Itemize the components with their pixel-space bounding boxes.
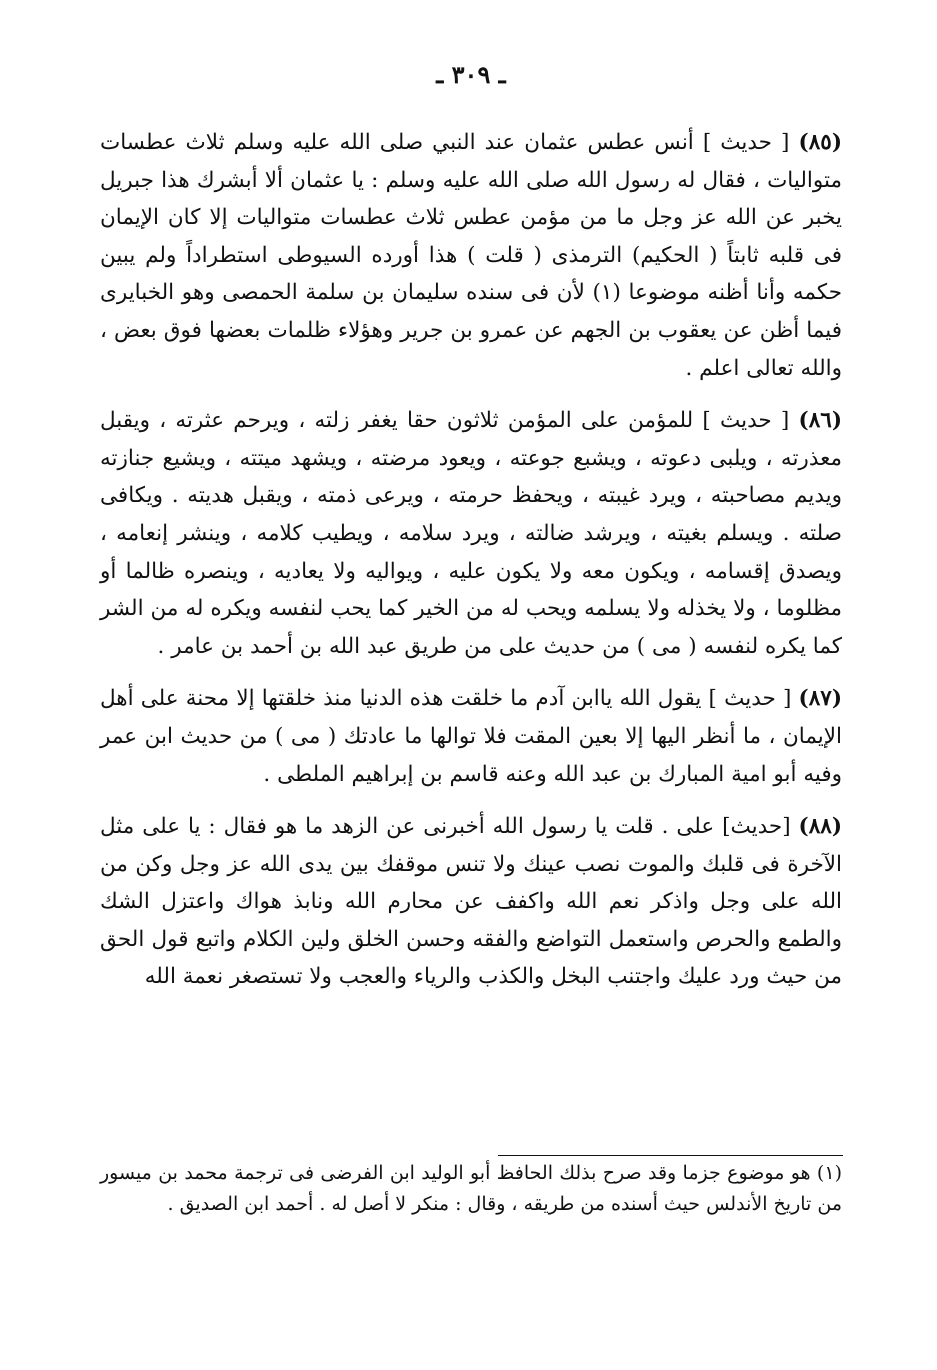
hadith-text: [ حديث ] يقول الله ياابن آدم ما خلقت هذه الدنيا منذ خلقتها إلا محنة على أهل الإيمان ، ما أنظر اليها إلا بعين المقت فلا توالها ما عادتك ( مى ) من حديث ابن عمر وفيه أبو امية المبارك بن عبد الله وعنه قاسم بن إبراهيم الملطى .: [100, 686, 842, 787]
hadith-text: [ حديث ] أنس عطس عثمان عند النبي صلى الله عليه وسلم ثلاث عطسات متواليات ، فقال له رسول الله صلى الله عليه وسلم : يا عثمان ألا أبشرك هذا جبريل يخبر عن الله عز وجل ما من مؤمن عطس ثلاث عطسات متواليات إلا كان الإيمان فى قلبه ثابتاً ( الحكيم) الترمذى ( قلت ) هذا أورده السيوطى استطراداً ولم يبين حكمه وأنا أظنه موضوعا (١) لأن فى سنده سليمان بن سلمة الحمصى وهو الخبايرى فيما أظن عن يعقوب بن الجهم عن عمرو بن جرير وهؤلاء ظلمات بعضها فوق بعض ، والله تعالى اعلم .: [100, 130, 842, 381]
hadith-paragraph-88: [100, 808, 842, 996]
footnote-divider: [498, 1155, 843, 1156]
page-body: [100, 58, 842, 1011]
hadith-paragraph-87: [100, 680, 842, 793]
page-number: ـ ٣٠٩ ـ: [436, 60, 506, 89]
hadith-number: (٨٨): [798, 814, 842, 840]
hadith-number: (٨٥): [798, 130, 842, 155]
hadith-number: (٨٦): [798, 408, 843, 434]
footnote: (١) هو موضوع جزما وقد صرح بذلك الحافظ أبو الوليد ابن الفرضى فى ترجمة محمد بن ميسور من تاريخ الأندلس حيث أسنده من طريقه ، وقال : منكر لا أصل له . أحمد ابن الصديق .: [100, 1162, 842, 1215]
hadith-text: [حديث] على . قلت يا رسول الله أخبرنى عن الزهد ما هو فقال : يا على مثل الآخرة فى قلبك والموت نصب عينك ولا تنس موقفك بين يدى الله عز وجل وكن من الله على وجل واذكر نعم الله واكفف عن محارم الله ونابذ هواك واعتزل الشك والطمع والحرص واستعمل التواضع والفقه وحسن الخلق ولين الكلام واتبع قول الحق من حيث ورد عليك واجتنب البخل والكذب والرياء والعجب ولا تستصغر نعمة الله: [100, 814, 842, 990]
hadith-paragraph-86: [100, 402, 842, 665]
hadith-paragraph-85: [100, 124, 842, 387]
hadith-text: [ حديث ] للمؤمن على المؤمن ثلاثون حقا يغفر زلته ، ويرحم عثرته ، ويقبل معذرته ، ويلبى دعوته ، ويشبع جوعته ، ويعود مرضته ، ويشهد ميتته ، ويشيع جنازته ويديم مصاحبته ، ويرد غيبته ، ويحفظ حرمته ، ويرعى ذمته ، ويقبل هديته . ويكافى صلته . ويسلم بغيته ، ويرشد ضالته ، ويرد سلامه ، ويطيب كلامه ، وينشر إنعامه ، ويصدق إقسامه ، ويكون معه ولا يكون عليه ، ويواليه ولا يعاديه ، وينصره ظالما أو مظلوما ، ولا يخذله ولا يسلمه ويحب له من الخير كما يحب لنفسه ويكره له من الشر كما يكره لنفسه ( مى ) من حديث على من طريق عبد الله بن أحمد بن عامر .: [100, 408, 842, 659]
hadith-number: (٨٧): [798, 686, 842, 712]
